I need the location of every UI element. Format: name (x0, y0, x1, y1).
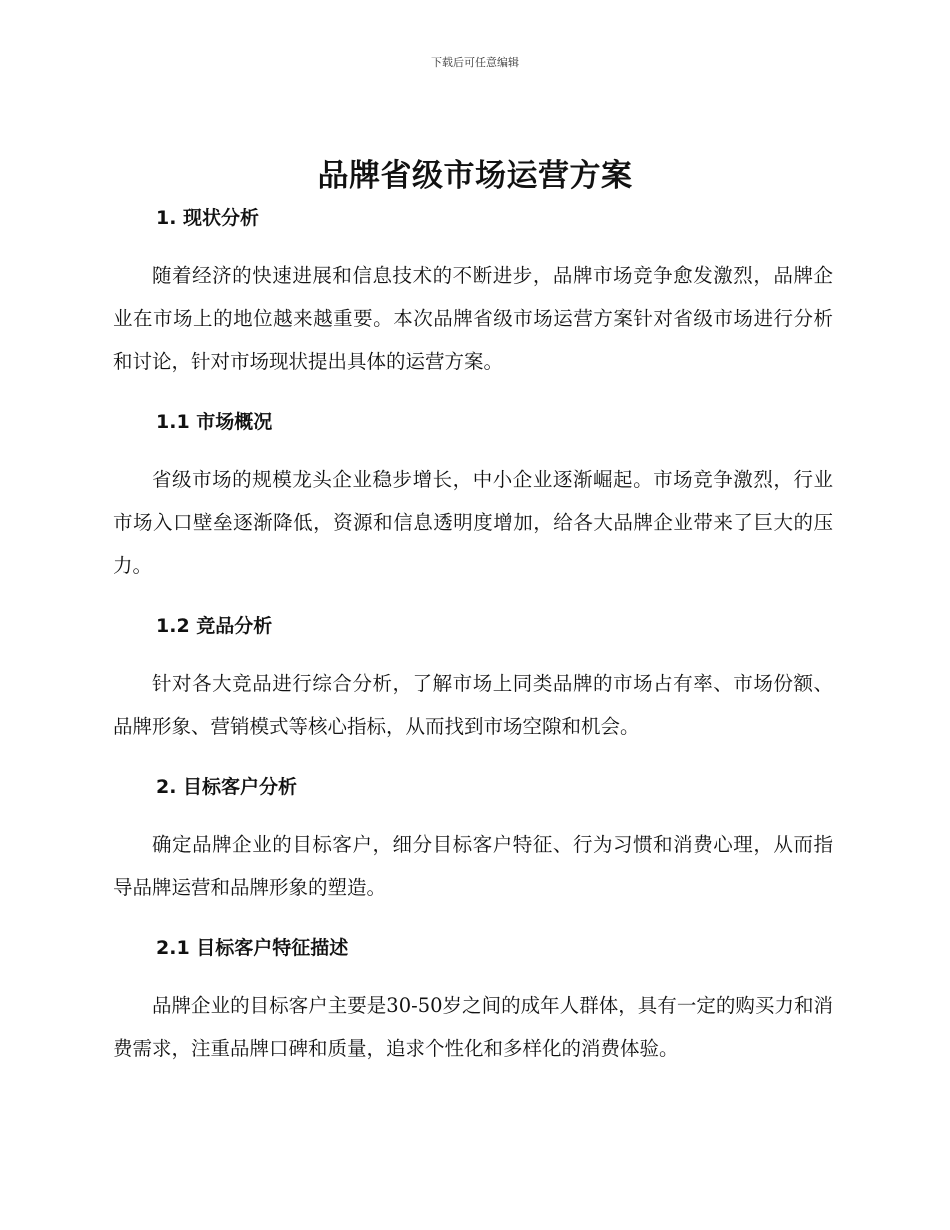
section-heading-1-1: 1.1 市场概况 (156, 411, 273, 433)
section-heading-2-1: 2.1 目标客户特征描述 (156, 937, 349, 959)
section-paragraph-1: 随着经济的快速进展和信息技术的不断进步，品牌市场竞争愈发激烈，品牌企业在市场上的地位越来越重要。本次品牌省级市场运营方案针对省级市场进行分析和讨论，针对市场现状提出具体的运营方案。 (113, 264, 833, 373)
section-heading-1: 1. 现状分析 (156, 207, 260, 229)
header-note: 下载后可任意编辑 (431, 56, 519, 69)
section-paragraph-2-1: 品牌企业的目标客户主要是30-50岁之间的成年人群体，具有一定的购买力和消费需求，注重品牌口碑和质量，追求个性化和多样化的消费体验。 (113, 994, 833, 1060)
section-paragraph-1-2: 针对各大竞品进行综合分析，了解市场上同类品牌的市场占有率、市场份额、品牌形象、营销模式等核心指标，从而找到市场空隙和机会。 (113, 672, 833, 738)
section-paragraph-2: 确定品牌企业的目标客户，细分目标客户特征、行为习惯和消费心理，从而指导品牌运营和品牌形象的塑造。 (113, 833, 833, 899)
document-title: 品牌省级市场运营方案 (317, 158, 633, 194)
section-heading-1-2: 1.2 竞品分析 (156, 615, 273, 637)
section-paragraph-1-1: 省级市场的规模龙头企业稳步增长，中小企业逐渐崛起。市场竞争激烈，行业市场入口壁垒逐渐降低，资源和信息透明度增加，给各大品牌企业带来了巨大的压力。 (113, 468, 833, 577)
document-body (113, 204, 833, 1070)
section-heading-2: 2. 目标客户分析 (156, 776, 298, 798)
